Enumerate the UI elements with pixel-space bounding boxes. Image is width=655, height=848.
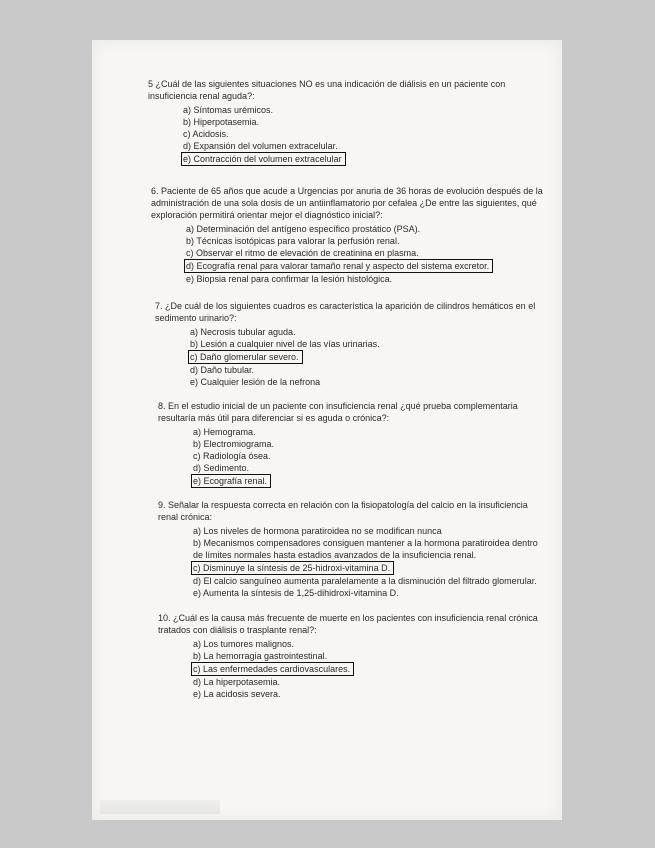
option-e-marked [183,152,548,166]
question-stem: 8. En el estudio inicial de un paciente con insuficiencia renal ¿qué prueba complementaria resultaría más útil para diferenciar si es aguda o crónica?: [158,401,518,423]
option-e-marked [193,474,550,488]
options-list [193,525,550,599]
question-stem: 10. ¿Cuál es la causa más frecuente de muerte en los pacientes con insuficiencia renal crónica tratados con diálisis o trasplante renal?: [158,613,538,635]
answer-box: e) Ecografía renal. [191,474,271,488]
option-b: b) Mecanismos compensadores consiguen mantener a la hormona paratiroidea dentro de límites normales hasta estadios avanzados de la insuficiencia renal. [193,538,538,560]
answer-box: c) Daño glomerular severo. [188,350,303,364]
option-a: a) Los niveles de hormona paratiroidea no se modifican nunca [193,526,442,536]
question-6 [151,185,551,285]
question-10 [158,612,550,700]
option-a: a) Necrosis tubular aguda. [190,327,296,337]
option-b: b) Lesión a cualquier nivel de las vías urinarias. [190,339,380,349]
options-list [193,638,550,700]
option-d-marked [186,259,551,273]
option-c: c) Observar el ritmo de elevación de creatinina en plasma. [186,248,419,258]
option-a: a) Los tumores malignos. [193,639,295,649]
question-stem: 7. ¿De cuál de los siguientes cuadros es característica la aparición de cilindros hemáticos en el sedimento urinario?: [155,301,536,323]
option-e: e) Cualquier lesión de la nefrona [190,377,321,387]
option-c: c) Radiología ósea. [193,451,271,461]
question-7 [155,300,550,388]
option-b: b) Electromiograma. [193,439,275,449]
option-b: b) La hemorragia gastrointestinal. [193,651,328,661]
question-8 [158,400,550,488]
option-c: c) Acidosis. [183,129,229,139]
option-d: d) El calcio sanguíneo aumenta paralelamente a la disminución del filtrado glomerular. [193,576,537,586]
option-b: b) Técnicas isotópicas para valorar la perfusión renal. [186,236,400,246]
question-stem: 5 ¿Cuál de las siguientes situaciones NO es una indicación de diálisis en un paciente con insuficiencia renal aguda?: [148,79,506,101]
option-a: a) Síntomas urémicos. [183,105,274,115]
option-c-marked [190,350,550,364]
answer-box: c) Disminuye la síntesis de 25-hidroxi-vitamina D. [191,561,394,575]
answer-box: c) Las enfermedades cardiovasculares. [191,662,354,676]
option-e: e) Biopsia renal para confirmar la lesión histológica. [186,274,393,284]
option-d: d) Daño tubular. [190,365,255,375]
answer-box: d) Ecografía renal para valorar tamaño renal y aspecto del sistema excretor. [184,259,493,273]
option-c-marked [193,561,550,575]
page-edge-shadow [100,800,220,814]
option-d: d) La hiperpotasemia. [193,677,281,687]
question-stem: 6. Paciente de 65 años que acude a Urgencias por anuria de 36 horas de evolución después de la administración de una sola dosis de un antiinflamatorio por cefalea ¿De entre las siguientes, qué exploración permitirá orientar mejor el diagnóstico inicial?: [151,186,543,220]
option-c-marked [193,662,550,676]
option-d: d) Expansión del volumen extracelular. [183,141,338,151]
question-9 [158,499,550,599]
answer-box: e) Contracción del volumen extracelular [181,152,346,166]
question-5 [148,78,548,166]
option-e: e) Aumenta la síntesis de 1,25-dihidroxi-vitamina D. [193,588,399,598]
options-list [186,223,551,285]
option-b: b) Hiperpotasemia. [183,117,260,127]
options-list [183,104,548,166]
option-a: a) Determinación del antígeno específico prostático (PSA). [186,224,421,234]
options-list [193,426,550,488]
option-e: e) La acidosis severa. [193,689,281,699]
options-list [190,326,550,388]
option-d: d) Sedimento. [193,463,250,473]
option-a: a) Hemograma. [193,427,256,437]
question-stem: 9. Señalar la respuesta correcta en relación con la fisiopatología del calcio en la insuficiencia renal crónica: [158,500,528,522]
